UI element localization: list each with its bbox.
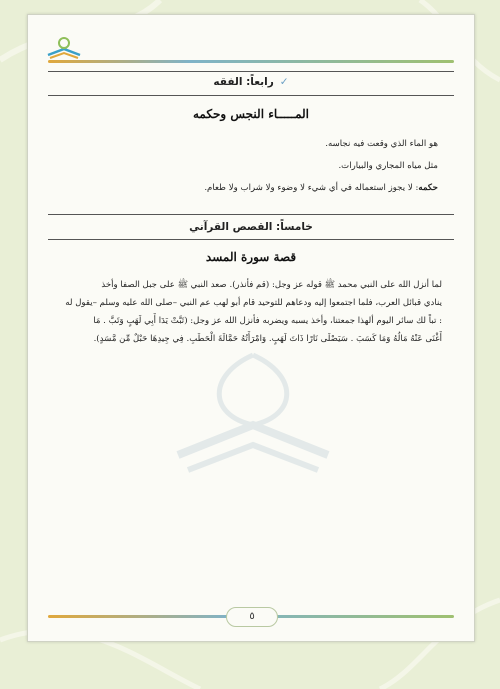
check-icon: ✓ bbox=[279, 76, 289, 88]
story-line: لما أنزل الله على النبي محمد ﷺ قوله عز وجل: (قم فأنذر). صعد النبي ﷺ على جبل الصفا وأخذ bbox=[101, 280, 442, 290]
example-line: مثل مياه المجاري والبيارات. bbox=[338, 161, 438, 171]
ruling-label: حكمه bbox=[418, 183, 438, 193]
story-line: ينادي قبائل العرب، فلما اجتمعوا إليه ودعاهم للتوحيد قام أبو لهب عم النبي –صلى الله عليه وسلم –يقول له bbox=[65, 298, 442, 308]
document-page bbox=[27, 14, 475, 642]
ruling-text: : لا يجوز استعماله في أي شيء لا وضوء ولا شراب ولا طعام. bbox=[204, 183, 419, 193]
divider bbox=[48, 71, 454, 72]
section-title-fiqh bbox=[58, 76, 444, 88]
divider bbox=[48, 214, 454, 215]
heading-surat-masad: قصة سورة المسد bbox=[205, 250, 297, 264]
ruling-line bbox=[64, 183, 438, 193]
page-number: ٥ bbox=[226, 607, 278, 627]
section-title-text: رابعاً: الفقه bbox=[213, 76, 274, 88]
book-logo-icon bbox=[44, 33, 84, 63]
story-line: أَغْنَى عَنْهُ مَالُهُ وَمَا كَسَبَ . سَيَصْلَى نَارًا ذَاتَ لَهَبٍ. وَامْرَأَتُهُ حَمَّالَةَ الْحَطَبِ. فِي جِيدِهَا حَبْلٌ مِّن مَّسَدٍ). bbox=[93, 334, 442, 344]
heading-najis-water: المـــــاء النجس وحكمه bbox=[192, 107, 310, 121]
divider bbox=[48, 95, 454, 96]
section-title-stories: خامساً: القصص القرآني bbox=[189, 221, 313, 233]
definition-line: هو الماء الذي وقعت فيه نجاسه. bbox=[325, 139, 438, 149]
divider bbox=[48, 239, 454, 240]
story-line: : تباً لك سائر اليوم ألهذا جمعتنا، وأخذ يسبه ويضربه فأنزل الله عز وجل: (تَبَّتْ يَدَا أَبِي لَهَبٍ وَتَبَّ . مَا bbox=[93, 316, 442, 326]
top-decorative-rule bbox=[48, 60, 454, 63]
book-watermark-icon bbox=[168, 335, 338, 505]
